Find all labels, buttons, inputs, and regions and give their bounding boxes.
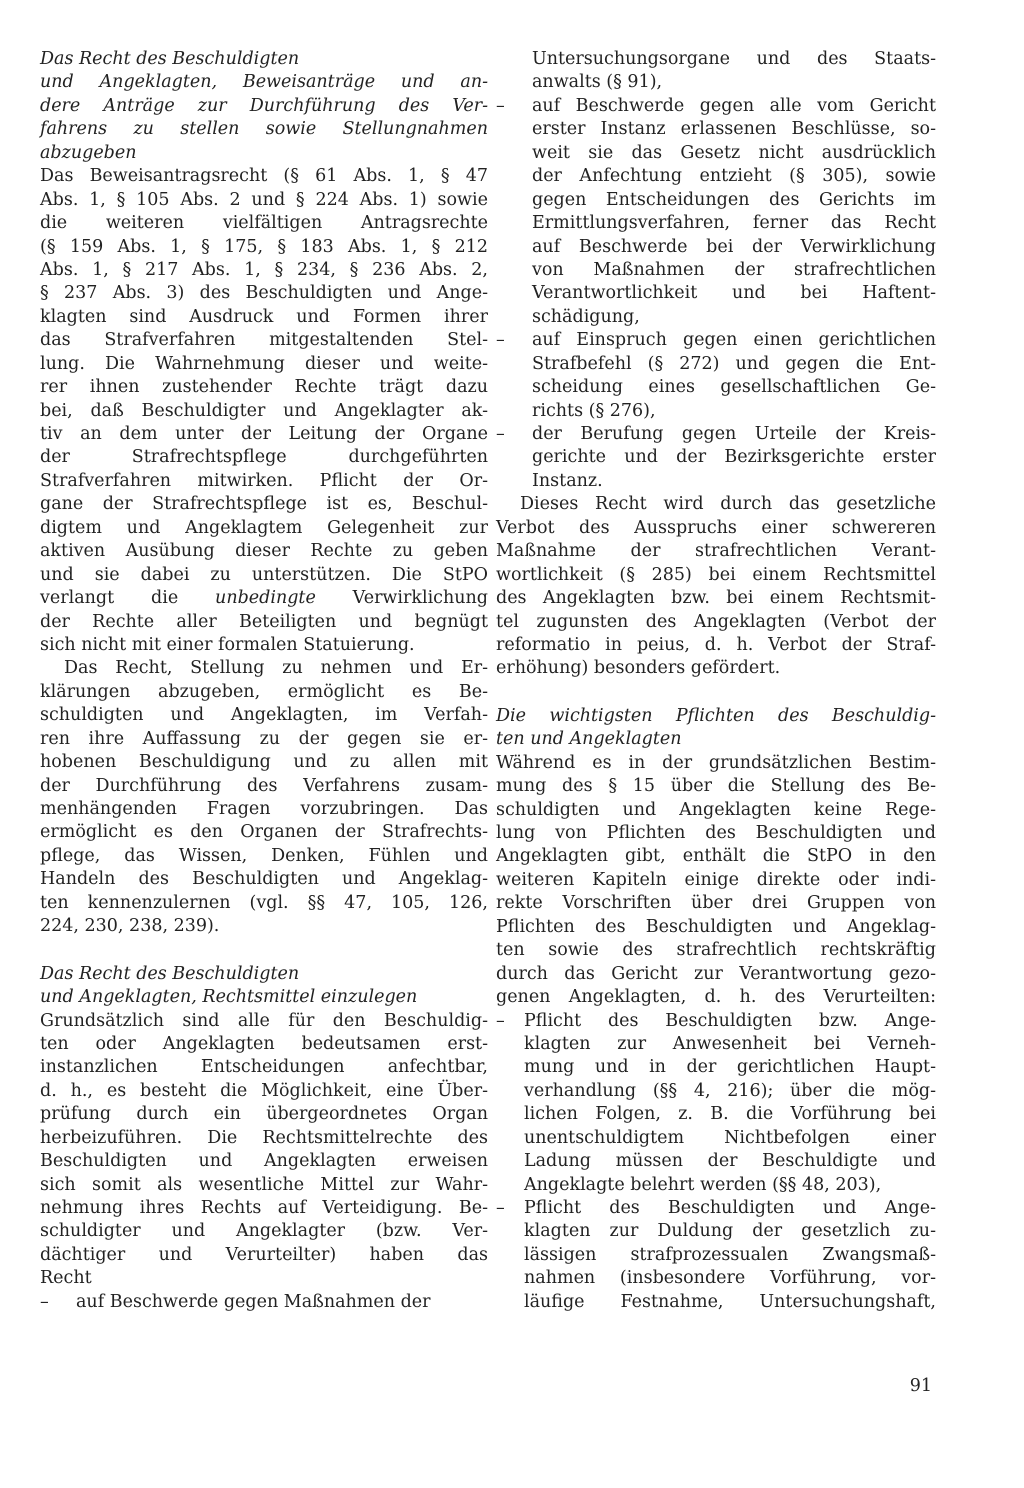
text-line: weiteren Kapiteln einige direkte oder indi-: [496, 869, 936, 890]
text-line: der Strafrechtspflege durchgeführten: [40, 447, 488, 468]
list-item-continuation: Untersuchungsorgane und des Staats-: [532, 49, 936, 69]
text-line: rer ihnen zustehender Rechte trägt dazu: [40, 377, 488, 398]
list-item-line: richts (§ 276),: [532, 400, 656, 421]
list-item-line: weit sie das Gesetz nicht ausdrücklich: [532, 142, 936, 163]
text-line: Pflichten des Beschuldigten und Angeklag-: [496, 916, 936, 937]
list-item: [496, 1197, 936, 1220]
text-line: Maßnahme der strafrechtlichen Verant-: [496, 541, 936, 562]
list-item: [496, 329, 936, 352]
heading-pflichten: [496, 705, 936, 752]
text-line: mung des § 15 über die Stellung des Be-: [496, 776, 936, 797]
heading-line: Das Recht des Beschuldigten: [40, 49, 300, 69]
list-pflichten: [496, 1010, 936, 1315]
text-line: ten sowie des strafrechtlich rechtskräftig: [496, 940, 936, 961]
text-line: Beschuldigten und Angeklagten erweisen: [40, 1151, 488, 1172]
list-item-line: von Maßnahmen der strafrechtlichen: [532, 259, 936, 280]
text-line: lung. Die Wahrnehmung dieser und weite-: [40, 353, 488, 374]
text-line: wortlichkeit (§ 285) bei einem Rechtsmittel: [496, 564, 936, 585]
list-item: [496, 1010, 936, 1033]
text-line: Angeklagten gibt, enthält die StPO in den: [496, 846, 936, 867]
heading-line: ten und Angeklagten: [496, 729, 682, 750]
list-item-text: auf Beschwerde gegen Maßnahmen der: [76, 1291, 431, 1312]
list-item-line: gerichte und der Bezirksgerichte erster: [532, 447, 936, 468]
list-item-line: erster Instanz erlassenen Beschlüsse, so-: [532, 119, 936, 140]
text-line: die weiteren vielfältigen Antragsrechte: [40, 213, 488, 234]
text-line: des Angeklagten bzw. bei einem Rechtsmit-: [496, 588, 936, 609]
text-line: herbeizuführen. Die Rechtsmittelrechte des: [40, 1127, 488, 1148]
text-line: bei, daß Beschuldigter und Angeklagter ak-: [40, 400, 488, 421]
list-item-line: Strafbefehl (§ 272) und gegen die Ent-: [532, 353, 936, 374]
section-gap: [496, 681, 936, 705]
text-line: Recht: [40, 1268, 92, 1289]
paragraph-stellungnahme: [40, 657, 488, 938]
text-line: erhöhung) besonders gefördert.: [496, 658, 781, 679]
text-line: § 237 Abs. 3) des Beschuldigten und Ange-: [40, 283, 488, 304]
list-item-line: Instanz.: [532, 470, 603, 491]
paragraph-verbot: [496, 493, 936, 681]
text-line: Abs. 1, § 217 Abs. 1, § 234, § 236 Abs. 2,: [40, 259, 488, 280]
list-item-line: scheidung eines gesellschaftlichen Ge-: [532, 377, 936, 398]
heading-line: fahrens zu stellen sowie Stellungnahmen: [40, 119, 488, 140]
heading-beweisantraege: [40, 48, 488, 165]
text-line: Verbot des Ausspruchs einer schwereren: [496, 517, 936, 538]
text-line: tiv an dem unter der Leitung der Organe: [40, 424, 488, 444]
list-item-line: schädigung,: [532, 306, 640, 327]
list-item-line: mung und in der gerichtlichen Haupt-: [524, 1057, 936, 1078]
text-fragment: Verwirklichung: [315, 588, 488, 609]
heading-line: dere Anträge zur Durchführung des Ver-: [40, 95, 488, 116]
text-line: digtem und Angeklagtem Gelegenheit zur: [40, 517, 488, 538]
left-column: [40, 48, 488, 1314]
list-item-line: Ladung müssen der Beschuldigte und: [524, 1151, 936, 1172]
list-item-text: auf Einspruch gegen einen gerichtlichen: [532, 330, 936, 351]
list-item: [496, 95, 936, 118]
list-item-line: lässigen strafprozessualen Zwangsmaß-: [524, 1244, 936, 1265]
text-line: schuldigten und Angeklagten keine Rege-: [496, 799, 936, 820]
text-line: sich nicht mit einer formalen Statuierung.: [40, 634, 415, 655]
list-item-line: auf Beschwerde bei der Verwirklichung: [532, 236, 936, 257]
text-line: pflege, das Wissen, Denken, Fühlen und: [40, 845, 488, 866]
heading-line: und Angeklagten, Beweisanträge und an-: [40, 72, 488, 93]
text-line: Strafverfahren mitwirken. Pflicht der Or-: [40, 470, 488, 491]
list-rechtsmittel: [496, 48, 936, 493]
text-line: menhängenden Fragen vorzubringen. Das: [40, 799, 488, 819]
list-item-line: verhandlung (§§ 4, 216); über die mög-: [524, 1080, 936, 1101]
text-line: klagten sind Ausdruck und Formen ihrer: [40, 306, 488, 327]
paragraph-rechtsmittel: [40, 1010, 488, 1315]
list-item-text: auf Beschwerde gegen alle vom Gericht: [532, 95, 936, 116]
text-line: reformatio in peius, d. h. Verbot der Straf-: [496, 634, 936, 655]
list-item-line: läufige Festnahme, Untersuchungshaft,: [524, 1291, 936, 1312]
paragraph-pflichten: [496, 752, 936, 1010]
text-line: tel zugunsten des Angeklagten (Verbot der: [496, 611, 936, 632]
text-line: dächtiger und Verurteilter) haben das: [40, 1244, 488, 1265]
list-item-line: lichen Folgen, z. B. die Vorführung bei: [524, 1104, 936, 1125]
text-line: genen Angeklagten, d. h. des Verurteilten:: [496, 987, 936, 1008]
list-item-text: der Berufung gegen Urteile der Kreis-: [532, 424, 936, 444]
text-line: rekte Vorschriften über drei Gruppen von: [496, 893, 936, 914]
right-column: [496, 48, 936, 1314]
text-line: instanzlichen Entscheidungen anfechtbar,: [40, 1057, 488, 1078]
text-line: sich somit als wesentliche Mittel zur Wahr-: [40, 1174, 488, 1195]
list-item-line: der Anfechtung entzieht (§ 305), sowie: [532, 166, 936, 187]
text-line: ten kennenzulernen (vgl. §§ 47, 105, 126,: [40, 892, 488, 913]
emphasis-unbedingte: unbedingte: [215, 588, 316, 609]
list-item-line: Ermittlungsverfahren, ferner das Recht: [532, 213, 936, 234]
dash-bullet: –: [496, 424, 505, 444]
text-line: schuldigten und Angeklagten, im Verfah-: [40, 705, 488, 726]
paragraph-beweisantragsrecht: [40, 165, 488, 657]
text-line: 224, 230, 238, 239).: [40, 916, 220, 937]
text-line: ermöglicht es den Organen der Strafrechts-: [40, 822, 488, 843]
list-item-line: Verantwortlichkeit und bei Haftent-: [532, 283, 936, 304]
text-line: der Rechte aller Beteiligten und begnügt: [40, 611, 488, 632]
text-line: durch das Gericht zur Verantwortung gezo-: [496, 963, 936, 984]
page-number: 91: [909, 1376, 932, 1396]
dash-bullet: –: [496, 95, 505, 116]
section-gap: [40, 939, 488, 963]
heading-line: Das Recht des Beschuldigten: [40, 963, 300, 984]
text-line: d. h., es besteht die Möglichkeit, eine Über-: [40, 1080, 488, 1101]
text-line: [40, 587, 488, 610]
list-item-continuation: anwalts (§ 91),: [532, 72, 663, 93]
text-line: Das Recht, Stellung zu nehmen und Er-: [64, 658, 488, 679]
dash-bullet: –: [496, 1198, 505, 1218]
list-item-line: nahmen (insbesondere Vorführung, vor-: [524, 1268, 936, 1289]
list-item-text: Pflicht des Beschuldigten bzw. Ange-: [524, 1010, 936, 1031]
text-line: schuldigter und Angeklagter (bzw. Ver-: [40, 1221, 488, 1242]
text-line: Das Beweisantragsrecht (§ 61 Abs. 1, § 47: [40, 166, 488, 187]
text-line: klärungen abzugeben, ermöglicht es Be-: [40, 681, 488, 702]
heading-line: und Angeklagten, Rechtsmittel einzulegen: [40, 987, 418, 1008]
list-item-line: unentschuldigtem Nichtbefolgen einer: [524, 1127, 936, 1148]
text-line: Während es in der grundsätzlichen Bestim-: [496, 752, 936, 773]
text-line: prüfung durch ein übergeordnetes Organ: [40, 1104, 488, 1125]
text-line: das Strafverfahren mitgestaltenden Stel-: [40, 330, 488, 351]
text-line: (§ 159 Abs. 1, § 175, § 183 Abs. 1, § 212: [40, 236, 488, 257]
text-line: Dieses Recht wird durch das gesetzliche: [520, 494, 936, 515]
heading-line: abzugeben: [40, 142, 137, 163]
text-line: lung von Pflichten des Beschuldigten und: [496, 823, 936, 843]
dash-bullet: –: [40, 1291, 49, 1312]
list-item: [496, 423, 936, 446]
list-item-line: klagten zur Anwesenheit bei Verneh-: [524, 1033, 936, 1054]
text-line: nehmung ihres Rechts auf Verteidigung. Be-: [40, 1198, 488, 1218]
list-item: [40, 1291, 488, 1314]
heading-rechtsmittel: [40, 963, 488, 1010]
dash-bullet: –: [496, 330, 505, 351]
text-line: hobenen Beschuldigung und zu allen mit: [40, 752, 488, 773]
list-item-line: klagten zur Duldung der gesetzlich zu-: [524, 1221, 936, 1242]
text-line: und sie dabei zu unterstützen. Die StPO: [40, 564, 488, 585]
text-line: Handeln des Beschuldigten und Angeklag-: [40, 869, 488, 890]
text-fragment: verlangt die: [40, 588, 216, 609]
text-line: der Durchführung des Verfahrens zusam-: [40, 775, 488, 796]
list-item-line: gegen Entscheidungen des Gerichts im: [532, 189, 936, 210]
list-item-line: Angeklagte belehrt werden (§§ 48, 203),: [524, 1174, 882, 1195]
text-line: ren ihre Auffassung zu der gegen sie er-: [40, 728, 488, 749]
text-line: Abs. 1, § 105 Abs. 2 und § 224 Abs. 1) sowie: [40, 189, 488, 210]
text-line: ten oder Angeklagten bedeutsamen erst-: [40, 1033, 488, 1054]
list-item-text: Pflicht des Beschuldigten und Ange-: [524, 1198, 936, 1218]
dash-bullet: –: [496, 1010, 505, 1031]
text-line: Grundsätzlich sind alle für den Beschuldig-: [40, 1010, 488, 1031]
heading-line: Die wichtigsten Pflichten des Beschuldig-: [496, 705, 936, 726]
text-line: aktiven Ausübung dieser Rechte zu geben: [40, 541, 488, 562]
text-line: gane der Strafrechtspflege ist es, Beschul-: [40, 494, 488, 515]
